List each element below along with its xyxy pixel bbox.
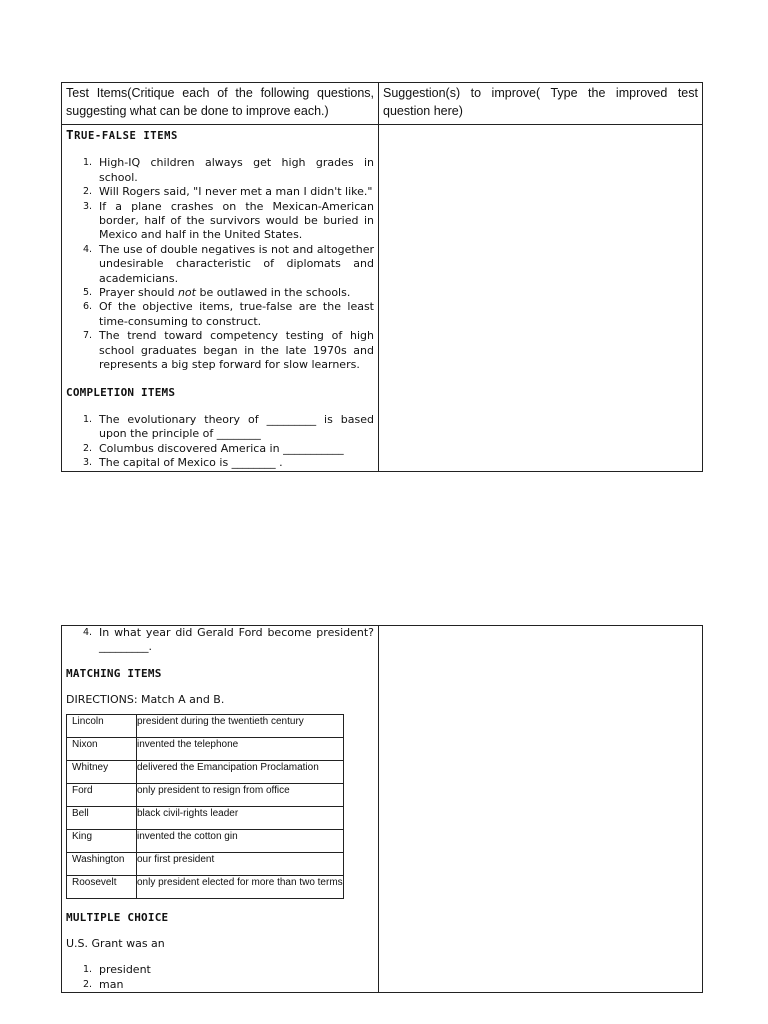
match-name: Nixon — [67, 737, 137, 760]
list-item: 3. The capital of Mexico is ________ . — [83, 456, 283, 470]
header-cell-suggestions — [379, 83, 703, 125]
multiple-choice-heading: MULTIPLE CHOICE — [66, 910, 169, 924]
true-false-list — [66, 156, 374, 372]
matching-directions: DIRECTIONS: Match A and B. — [66, 693, 225, 707]
table-row — [67, 760, 344, 783]
match-description: only president elected for more than two terms — [137, 875, 344, 898]
match-name: Roosevelt — [67, 875, 137, 898]
list-item: 3. If a plane crashes on the Mexican-American border, half of the survivors would be buried in Mexico and half in the United States. — [83, 199, 374, 242]
header-test-items: Test Items(Critique each of the following questions, suggesting what can be done to improve each.) — [66, 86, 374, 118]
match-description: our first president — [137, 852, 344, 875]
completion-list-continued — [66, 626, 374, 655]
list-item: 2. Will Rogers said, "I never met a man I didn't like." — [83, 185, 373, 199]
suggestions-cell[interactable] — [379, 125, 703, 472]
critique-table-part-2 — [61, 625, 703, 993]
list-item: 2. man — [83, 977, 124, 991]
table-row — [67, 829, 344, 852]
list-item: 1. president — [83, 963, 151, 977]
match-description: president during the twentieth century — [137, 714, 344, 737]
table-row — [67, 806, 344, 829]
table-row — [67, 737, 344, 760]
matching-heading: MATCHING ITEMS — [66, 666, 162, 680]
match-description: black civil-rights leader — [137, 806, 344, 829]
list-item: 6. Of the objective items, true-false are the least time-consuming to construct. — [83, 300, 374, 328]
table-row — [67, 714, 344, 737]
content-row — [62, 626, 703, 993]
match-name: Bell — [67, 806, 137, 829]
list-item: 5. Prayer should not be outlawed in the schools. — [83, 286, 351, 300]
header-row — [62, 83, 703, 125]
match-name: Lincoln — [67, 714, 137, 737]
header-suggestions: Suggestion(s) to improve( Type the improved test question here) — [383, 86, 698, 118]
true-false-heading: TRUE-FALSE ITEMS — [66, 127, 178, 142]
list-item: 1. High-IQ children always get high grades in school. — [83, 156, 374, 184]
test-items-cell — [62, 125, 379, 472]
match-name: Washington — [67, 852, 137, 875]
multiple-choice-options — [66, 963, 374, 992]
completion-list — [66, 413, 374, 471]
table-row — [67, 783, 344, 806]
match-description: only president to resign from office — [137, 783, 344, 806]
completion-heading: COMPLETION ITEMS — [66, 385, 176, 399]
suggestions-cell[interactable] — [379, 626, 703, 993]
table-row — [67, 852, 344, 875]
match-description: invented the cotton gin — [137, 829, 344, 852]
list-item: 1. The evolutionary theory of _________ is based upon the principle of ________ — [83, 412, 374, 441]
test-items-cell — [62, 626, 379, 993]
match-description: delivered the Emancipation Proclamation — [137, 760, 344, 783]
match-name: King — [67, 829, 137, 852]
table-row — [67, 875, 344, 898]
match-name: Ford — [67, 783, 137, 806]
list-item: 7. The trend toward competency testing of high school graduates began in the late 1970s and represents a big step forward for slow learners. — [83, 329, 374, 372]
match-description: invented the telephone — [137, 737, 344, 760]
match-name: Whitney — [67, 760, 137, 783]
list-item: 4. In what year did Gerald Ford become president?_________. — [83, 626, 374, 654]
list-item: 4. The use of double negatives is not and altogether undesirable characteristic of diplomats and academicians. — [83, 242, 374, 285]
header-cell-test-items — [62, 83, 379, 125]
content-row — [62, 125, 703, 472]
matching-table — [66, 714, 344, 899]
critique-table-part-1 — [61, 82, 703, 472]
list-item: 2. Columbus discovered America in ___________ — [83, 441, 344, 455]
multiple-choice-stem: U.S. Grant was an — [66, 937, 165, 951]
